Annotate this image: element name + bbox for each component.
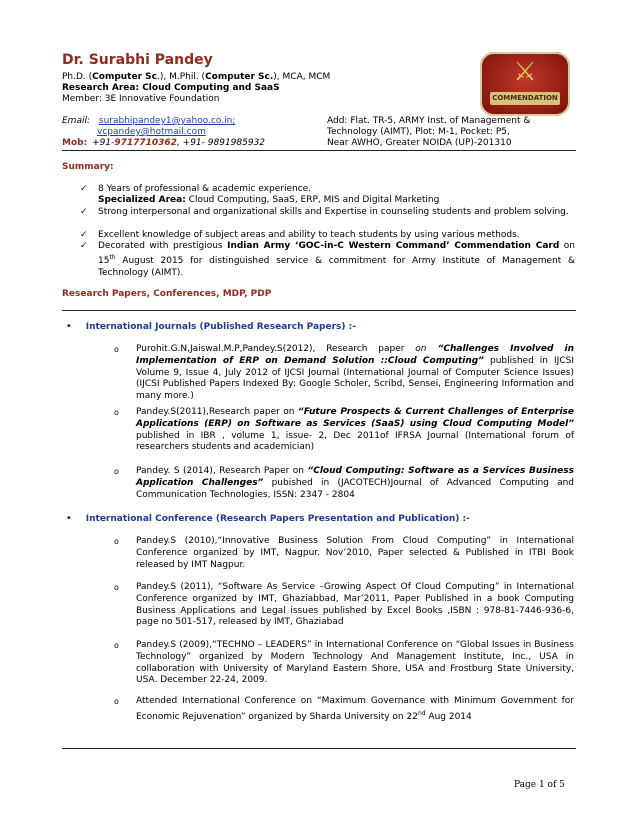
conference-text: Pandey.S (2011), “Software As Service –Growing Aspect Of Cloud Computing” in International Conference organized by IMT, Ghaziabbad, Mar’2011, Paper Published in a book Computing Business Applications and Legal issues published by Excel Books ,ISBN : 978-81-7446-936-6, page no 501-517, released by IMT, Ghaziabad: [136, 582, 574, 628]
bullet-icon: •: [66, 514, 72, 524]
circle-bullet-icon: o: [114, 537, 119, 546]
circle-bullet-icon: o: [114, 345, 119, 354]
circle-bullet-icon: o: [114, 583, 119, 592]
journal-title: “Cloud Computing: Software as a Services Business Application Challenges”: [136, 466, 574, 488]
commendation-badge: [480, 52, 570, 116]
journal-text: Pandey. S (2014), Research Paper on: [136, 466, 308, 476]
summary-bold: Indian Army ‘GOC-in-C Western Command’ Commendation Card: [227, 241, 560, 251]
footer-divider: [62, 748, 576, 749]
journal-italic: on: [415, 344, 427, 354]
conference-text: Pandey.S (2010),“Innovative Business Solution From Cloud Computing” in International Conference organized by IMT, Nagpur. Nov’2010, Paper selected & Published in ITBI Book released by IMT Nagpur.: [136, 536, 574, 570]
summary-text: Excellent knowledge of subject areas and ability to teach students by using various methods.: [98, 230, 520, 240]
army-emblem-icon: ⚔: [513, 57, 537, 87]
circle-bullet-icon: o: [114, 697, 119, 706]
journal-text: pubished in (JACOTECH)Journal of Advanced Computing and Communication Technologies, ISSN: 2347 - 2804: [136, 477, 574, 500]
research-title: Research Papers, Conferences, MDP, PDP: [62, 289, 272, 299]
degrees-prefix: Ph.D. (: [62, 72, 93, 82]
address-line-1: Add: Flat. TR-5, ARMY Inst. of Management &: [327, 116, 531, 126]
degrees-suffix: ), MCA, MCM: [273, 72, 331, 82]
summary-text: on 15: [98, 241, 575, 267]
mobile-prefix: +91-: [92, 138, 115, 148]
research-area: Research Area: Cloud Computing and SaaS: [62, 83, 280, 93]
address-line-2: Technology (AIMT), Plot: M-1, Pocket: P5,: [327, 127, 510, 137]
header-divider: [62, 150, 576, 151]
degrees-line: [62, 72, 330, 83]
conference-heading: [66, 514, 470, 524]
degrees-cs1: Computer Sc: [92, 72, 157, 82]
mobile-label: Mob:: [62, 138, 88, 148]
membership: Member: 3E Innovative Foundation: [62, 94, 220, 104]
summary-sup: th: [109, 254, 116, 262]
bullet-icon: •: [66, 322, 72, 332]
journal-text: published in IBR , volume 1, issue- 2, Dec 2011of IFRSA Journal (International forum of researchers students and academician): [136, 430, 574, 453]
journals-heading: [66, 322, 356, 332]
degrees-cs2: Computer Sc.: [205, 72, 274, 82]
conference-text: Attended International Conference on “Maximum Governance with Minimum Government for Economic Rejuvenation” organized by Sharda University on 22: [136, 696, 574, 722]
summary-text: Strong interpersonal and organizational skills and Expertise in counseling students and problem solving.: [98, 207, 569, 217]
circle-bullet-icon: o: [114, 408, 119, 417]
email-label: Email:: [62, 116, 91, 126]
conference-text: Pandey.S (2009),“TECHNO – LEADERS” in International Conference on “Global Issues in Business Technology” organized by Modern Technology And Management Institute, Inc., USA in collaboration with University of Maryland Eastern Shore, USA and Frostburg State University, USA. December 22-24, 2009.: [136, 640, 574, 686]
summary-text: Cloud Computing, SaaS, ERP, MIS and Digital Marketing: [185, 195, 440, 206]
circle-bullet-icon: o: [114, 467, 119, 476]
mobile-secondary: , +91- 9891985932: [176, 138, 266, 148]
conference-text: Aug 2014: [425, 711, 472, 722]
summary-title: Summary:: [62, 162, 114, 172]
check-icon: ✓: [80, 230, 88, 240]
summary-text: Decorated with prestigious: [98, 241, 228, 251]
check-icon: ✓: [80, 207, 88, 217]
research-divider: [62, 310, 576, 311]
mobile-row: [62, 138, 265, 149]
address-line-3: Near AWHO, Greater NOIDA (UP)-201310: [327, 138, 512, 148]
email-row-2: [97, 127, 206, 138]
journal-text: published in IJCSI Volume 9, Issue 4, July 2012 of IJCSI Journal (International Journal of Computer Science Issues) (IJCSI Published Papers Indexed By: Google Scholer, Scribd, Sensei, Engineering Information and many more.): [136, 355, 574, 402]
page-number: Page 1 of 5: [514, 780, 565, 790]
degrees-mid: .), M.Phil. (: [156, 72, 206, 82]
check-icon: ✓: [80, 184, 88, 194]
circle-bullet-icon: o: [114, 641, 119, 650]
badge-label: COMMENDATION: [490, 92, 560, 105]
email-link-1[interactable]: surabhipandey1@yahoo.co.in;: [98, 116, 236, 126]
email-row: [62, 116, 235, 127]
conference-heading-text: International Conference (Research Papers Presentation and Publication) :-: [85, 514, 470, 524]
journal-text: Pandey.S(2011),Research paper on: [136, 407, 298, 417]
summary-text: 8 Years of professional & academic experience.: [98, 184, 312, 194]
check-icon: ✓: [80, 241, 88, 251]
email-link-2[interactable]: vcpandey@hotmail.com: [97, 127, 206, 137]
summary-text: August 2015 for distinguished service & commitment for Army Institute of Management & Technology (AIMT).: [98, 256, 575, 278]
journals-heading-text: International Journals (Published Research Papers) :-: [85, 322, 356, 332]
journal-text: Purohit.G.N,Jaiswal.M.P,Pandey.S(2012), Research paper: [136, 344, 416, 354]
journal-title: “Challenges Involved in Implementation of ERP on Demand Solution ::Cloud Computing”: [136, 344, 574, 366]
conference-sup: nd: [417, 709, 426, 717]
journal-title: “Future Prospects & Current Challenges of Enterprise Applications (ERP) on Software as Services (SaaS) using Cloud Computing Model”: [136, 407, 574, 429]
mobile-primary: 9717710362: [114, 138, 177, 148]
candidate-name: Dr. Surabhi Pandey: [62, 52, 213, 68]
summary-bold: Specialized Area:: [98, 195, 186, 206]
